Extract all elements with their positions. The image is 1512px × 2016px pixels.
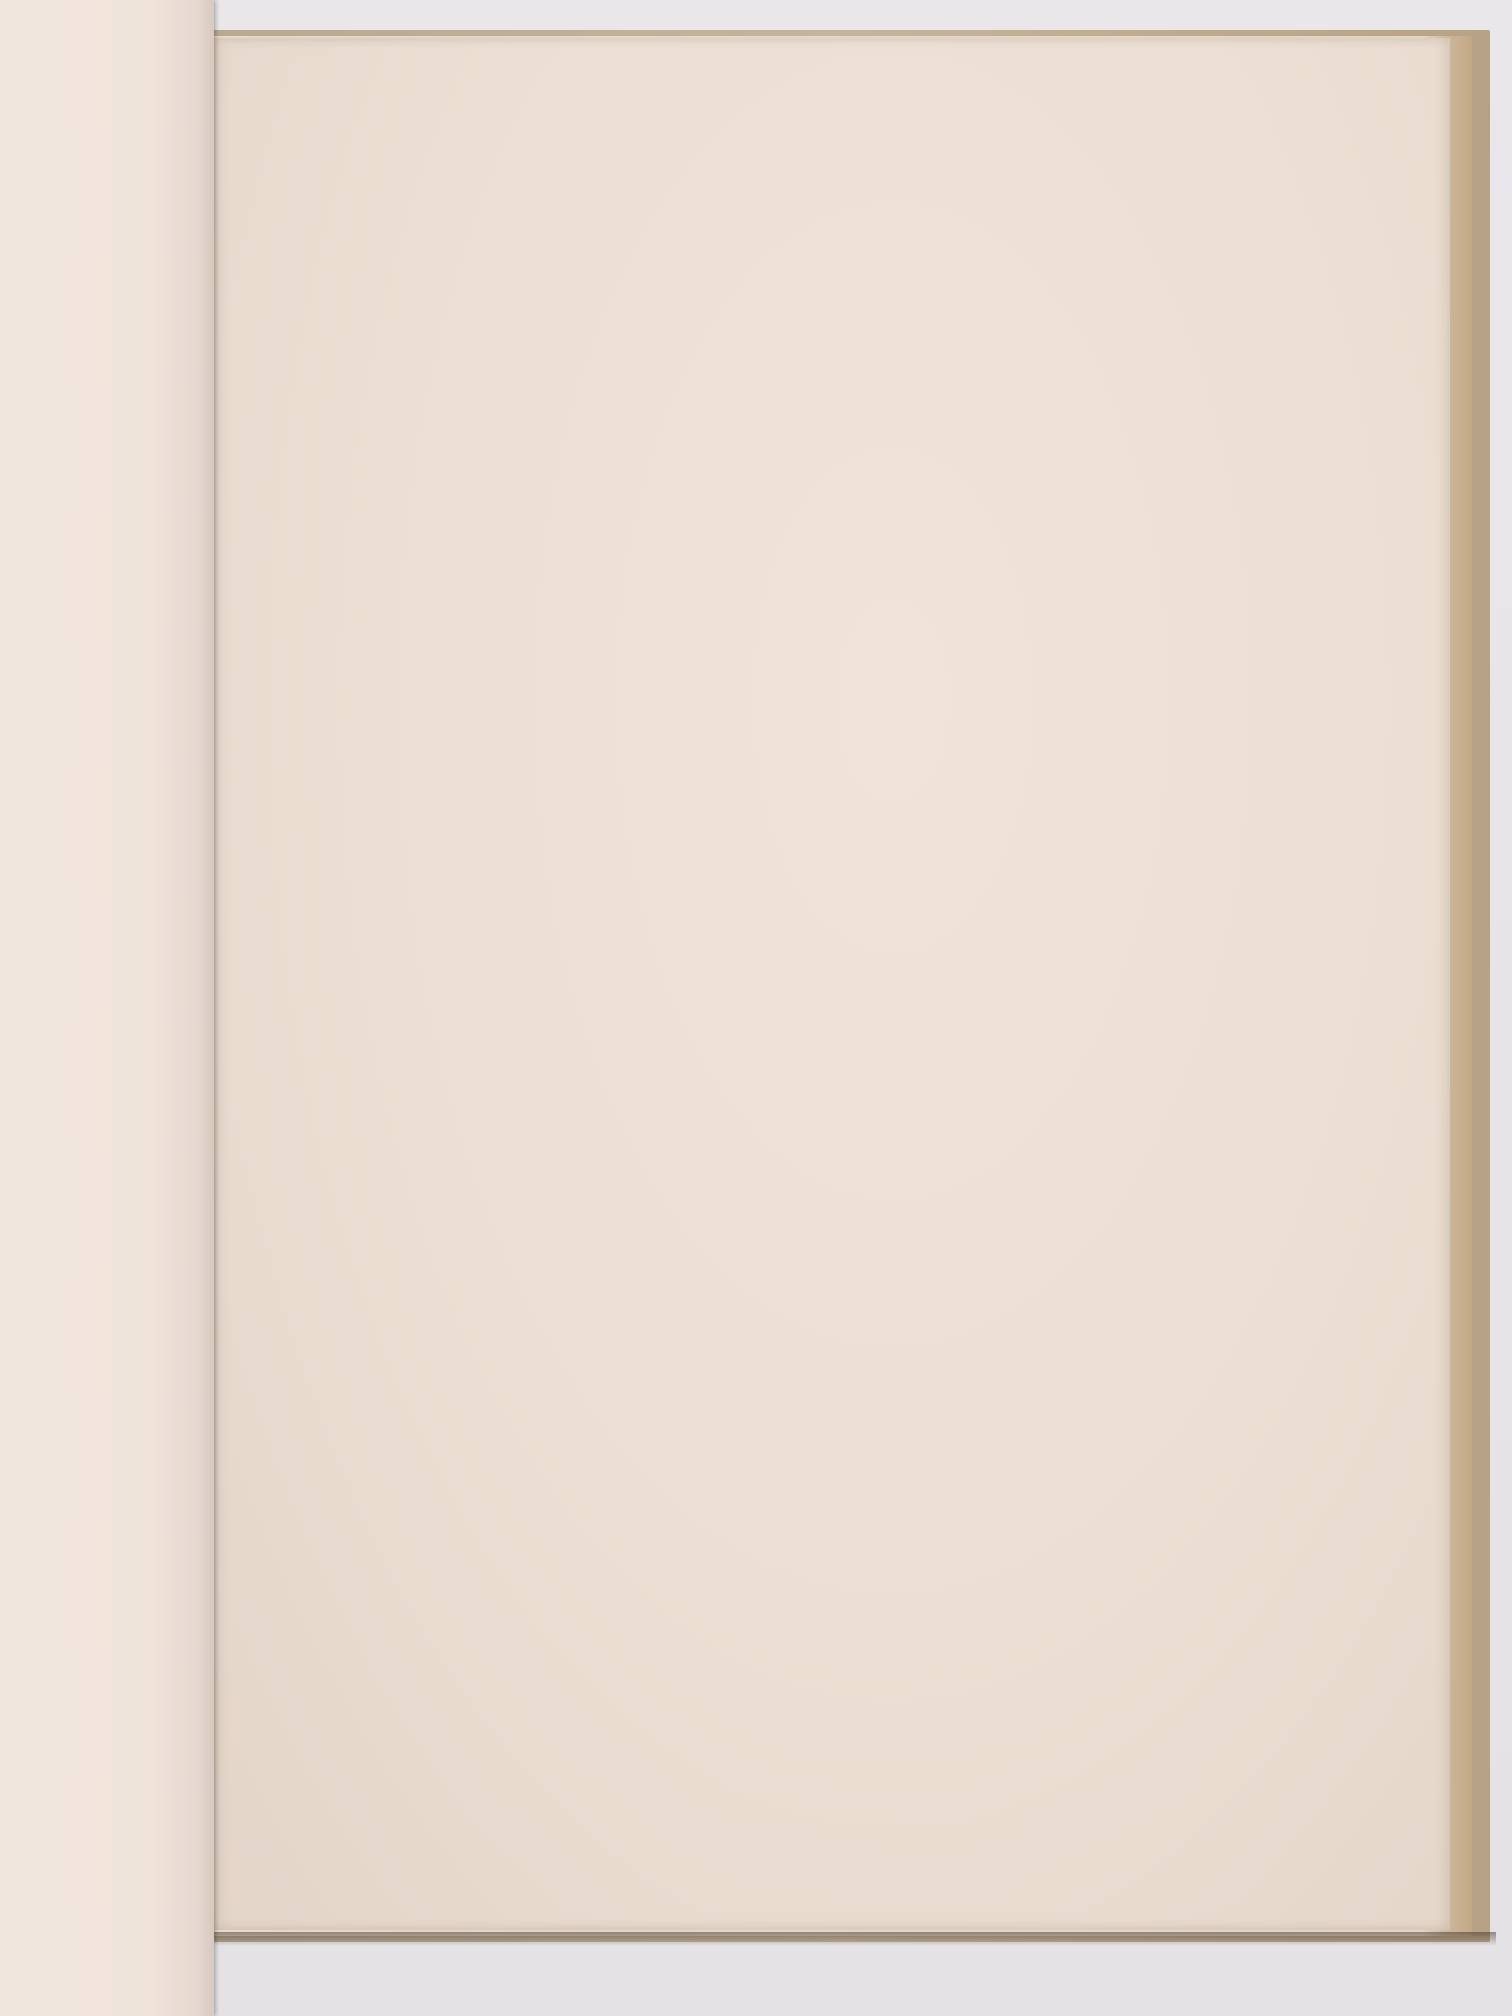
right-page — [212, 38, 1450, 1930]
page-shadow — [206, 1932, 1496, 1946]
left-page — [0, 0, 214, 2016]
